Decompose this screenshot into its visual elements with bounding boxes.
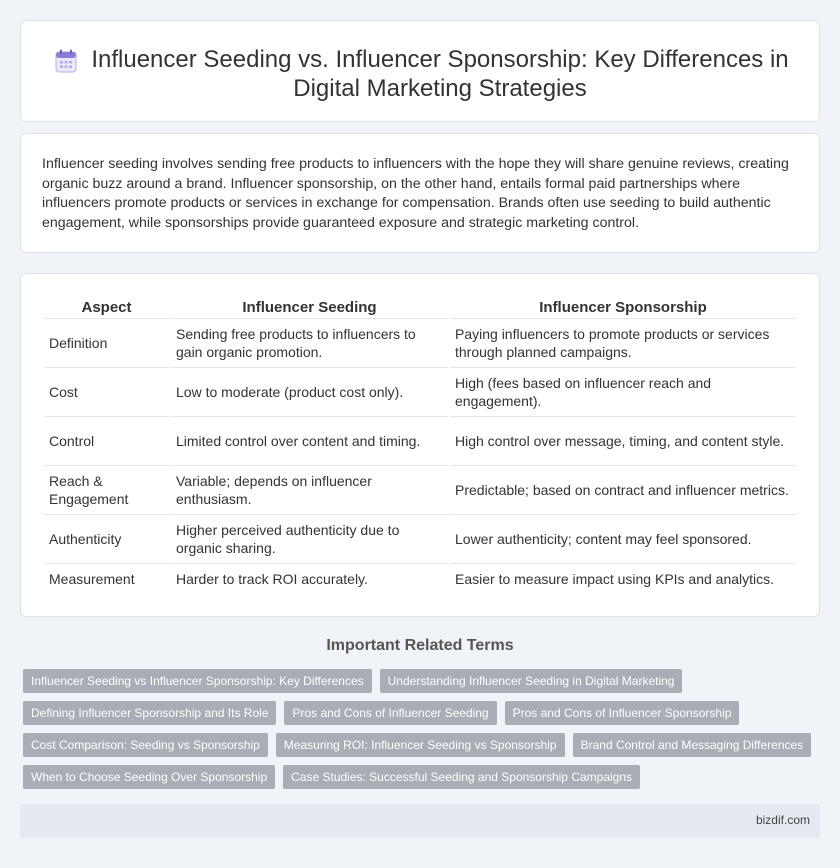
site-link[interactable]: bizdif.com [755,813,810,827]
related-term-tag[interactable]: Understanding Influencer Seeding in Digital Marketing [380,669,683,693]
table-cell-aspect: Control [44,417,169,466]
related-term-tag[interactable]: Pros and Cons of Influencer Sponsorship [505,701,740,725]
table-cell-seeding: Variable; depends on influencer enthusiasm. [171,466,448,515]
footer [20,804,820,838]
table-header-row [44,296,796,319]
table-cell-seeding: Low to moderate (product cost only). [171,368,448,417]
column-header-seeding: Influencer Seeding [171,296,448,319]
table-row [44,319,796,368]
table-cell-seeding: Higher perceived authenticity due to organic sharing. [171,515,448,564]
table-cell-aspect: Reach & Engagement [44,466,169,515]
table-row [44,368,796,417]
table-cell-aspect: Authenticity [44,515,169,564]
related-terms-list [23,669,813,789]
column-header-aspect: Aspect [44,296,169,319]
table-cell-sponsorship: High control over message, timing, and content style. [450,417,796,466]
table-cell-sponsorship: Paying influencers to promote products or services through planned campaigns. [450,319,796,368]
table-row [44,417,796,466]
table-row [44,466,796,515]
table-cell-sponsorship: Easier to measure impact using KPIs and analytics. [455,571,775,587]
column-header-sponsorship: Influencer Sponsorship [450,296,796,319]
table-cell-seeding: Sending free products to influencers to gain organic promotion. [171,319,448,368]
related-term-tag[interactable]: Cost Comparison: Seeding vs Sponsorship [23,733,268,757]
table-row [44,564,796,594]
related-term-tag[interactable]: When to Choose Seeding Over Sponsorship [23,765,275,789]
page-title: Influencer Seeding vs. Influencer Sponsorship: Key Differences in Digital Marketing Strategies [91,46,789,102]
table-cell-sponsorship: Predictable; based on contract and influencer metrics. [450,466,796,515]
intro-card [20,133,820,253]
title-card [20,20,820,122]
comparison-table-card [20,273,820,617]
table-cell-sponsorship: Lower authenticity; content may feel sponsored. [450,515,796,564]
intro-paragraph: Influencer seeding involves sending free products to influencers with the hope they will share genuine reviews, creating organic buzz around a brand. Influencer sponsorship, on the other hand, entails formal paid partnerships where influencers promote products or services in exchange for compensation. Brands often use seeding to build authentic engagement, while sponsorships provide guaranteed exposure and strategic marketing control. [42,156,789,231]
table-cell-seeding: Harder to track ROI accurately. [176,571,368,587]
related-terms-heading: Important Related Terms [326,637,514,654]
table-cell-sponsorship: High (fees based on influencer reach and engagement). [450,368,796,417]
related-term-tag[interactable]: Defining Influencer Sponsorship and Its Role [23,701,276,725]
table-cell-aspect: Measurement [49,571,135,587]
comparison-table [42,296,798,594]
related-term-tag[interactable]: Brand Control and Messaging Differences [573,733,812,757]
related-term-tag[interactable]: Pros and Cons of Influencer Seeding [284,701,496,725]
table-cell-aspect: Cost [44,368,169,417]
related-term-tag[interactable]: Influencer Seeding vs Influencer Sponsorship: Key Differences [23,669,372,693]
related-term-tag[interactable]: Case Studies: Successful Seeding and Sponsorship Campaigns [283,765,640,789]
table-cell-aspect: Definition [44,319,169,368]
table-row [44,515,796,564]
related-term-tag[interactable]: Measuring ROI: Influencer Seeding vs Sponsorship [276,733,565,757]
table-cell-seeding: Limited control over content and timing. [171,417,448,466]
